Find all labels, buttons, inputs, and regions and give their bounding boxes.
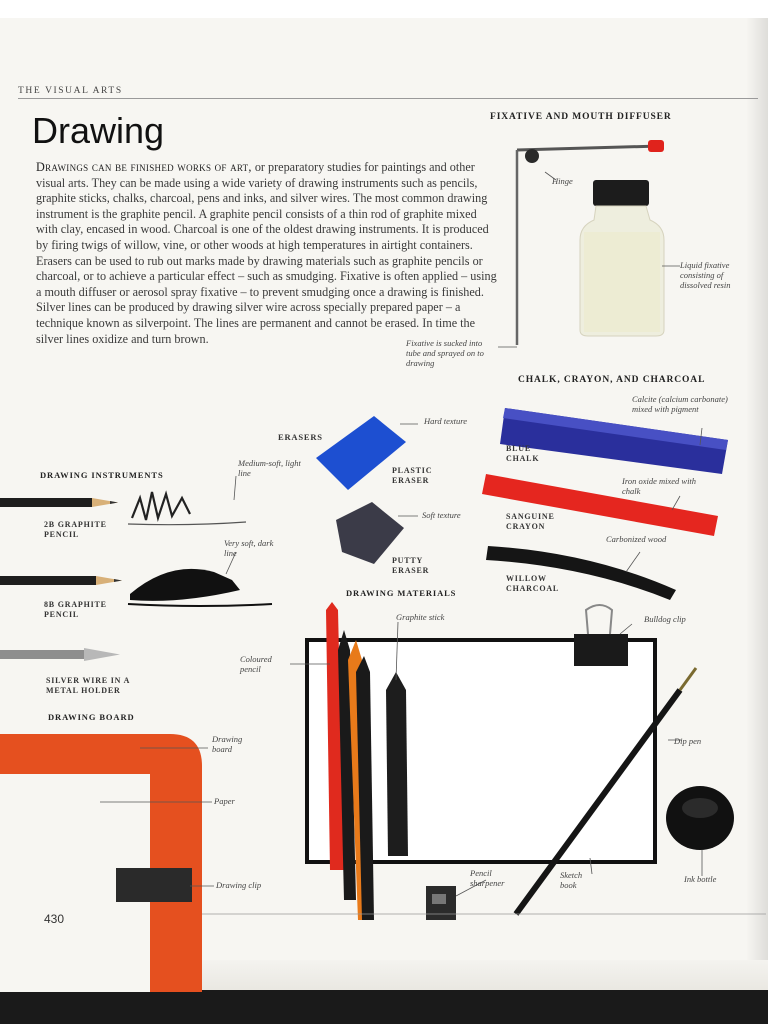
pencil-sharpener-label: Pencil sharpener <box>470 868 505 888</box>
ink-bottle-illustration <box>666 786 734 850</box>
2b-stroke-sample <box>128 492 246 525</box>
blue-chalk-illustration <box>500 408 728 474</box>
section-label: THE VISUAL ARTS <box>18 86 123 96</box>
fixative-sucked-label: Fixative is sucked into tube and sprayed on to drawing <box>406 338 484 368</box>
silver-wire-label: SILVER WIRE IN A METAL HOLDER <box>46 676 130 695</box>
hard-texture-label: Hard texture <box>424 416 468 426</box>
graphite-stick-illustration <box>386 672 408 856</box>
fixative-heading: FIXATIVE AND MOUTH DIFFUSER <box>490 112 672 122</box>
black-pencils-illustration <box>338 630 374 920</box>
blue-chalk-label: BLUE CHALK <box>506 444 540 463</box>
materials-heading: DRAWING MATERIALS <box>346 588 457 598</box>
intro-lead: Drawings can be finished works of art, <box>36 160 252 174</box>
soft-texture-label: Soft texture <box>422 510 461 520</box>
intro-paragraph <box>36 160 498 347</box>
hinge-label: Hinge <box>552 176 573 186</box>
page-title: Drawing <box>32 110 165 151</box>
2b-pencil-label: 2B GRAPHITE PENCIL <box>44 520 107 539</box>
8b-stroke-sample <box>128 569 272 606</box>
plastic-eraser-label: PLASTIC ERASER <box>392 466 433 485</box>
coloured-pencil-label: Coloured pencil <box>240 654 272 674</box>
page-number: 430 <box>44 912 65 926</box>
putty-eraser-illustration <box>336 502 404 564</box>
carbonized-wood-label: Carbonized wood <box>606 534 667 544</box>
intro-body: or preparatory studies for paintings and other visual arts. They can be made using a wide variety of drawing instruments such as pencils, graphite sticks, chalks, charcoal, pens and inks, and silver wires. The most common drawing instrument is the graphite pencil. A graphite pencil consists of a thin rod of graphite mixed with clay, encased in wood. Charcoal is one of the oldest drawing instruments. It is produced by firing twigs of willow, vine, or other woods at high temperatures in airtight containers. Erasers can be used to rub out marks made by drawing materials such as graphite pencils or charcoal, or to achieve a particular effect – such as smudging. Fixative is often applied – using a mouth diffuser or aerosol spray fixative – to prevent smudging once a drawing is finished. Silver lines can be produced by drawing silver wire across specially prepared paper – a technique known as silverpoint. The lines are permanent and cannot be erased. In time the silver lines oxidize and turn brown. <box>36 160 497 346</box>
bulldog-clip-label: Bulldog clip <box>644 614 686 624</box>
instruments-heading: DRAWING INSTRUMENTS <box>40 470 164 480</box>
drawing-board-illustration <box>0 734 202 992</box>
willow-charcoal-label: WILLOW CHARCOAL <box>506 574 560 593</box>
very-soft-label: Very soft, dark line <box>224 538 274 558</box>
bulldog-clip-illustration <box>574 605 628 666</box>
silver-wire-holder-illustration <box>0 648 120 661</box>
board-heading: DRAWING BOARD <box>48 712 135 722</box>
graphite-stick-label: Graphite stick <box>396 612 445 622</box>
liquid-fixative-label: Liquid fixative consisting of dissolved resin <box>680 260 731 290</box>
dip-pen-label: Dip pen <box>674 736 702 746</box>
chalk-heading: CHALK, CRAYON, AND CHARCOAL <box>518 375 706 385</box>
sanguine-crayon-label: SANGUINE CRAYON <box>506 512 555 531</box>
header-rule <box>18 98 758 99</box>
erasers-heading: ERASERS <box>278 432 323 442</box>
pencil-sharpener-illustration <box>426 886 456 920</box>
drawing-clip-label: Drawing clip <box>216 880 262 890</box>
paper-label: Paper <box>214 796 235 806</box>
8b-pencil-label: 8B GRAPHITE PENCIL <box>44 600 107 619</box>
sketch-book-label: Sketch book <box>560 870 583 890</box>
iron-oxide-label: Iron oxide mixed with chalk <box>622 476 697 496</box>
calcite-label: Calcite (calcium carbonate) mixed with pigment <box>632 394 728 414</box>
ink-bottle-label: Ink bottle <box>684 874 717 884</box>
2b-pencil-illustration <box>0 498 118 507</box>
putty-eraser-label: PUTTY ERASER <box>392 556 430 575</box>
8b-pencil-illustration <box>0 576 122 585</box>
medium-soft-label: Medium-soft, light line <box>238 458 301 478</box>
drawing-board-label: Drawing board <box>212 734 243 754</box>
fixative-bottle-illustration <box>580 180 664 336</box>
